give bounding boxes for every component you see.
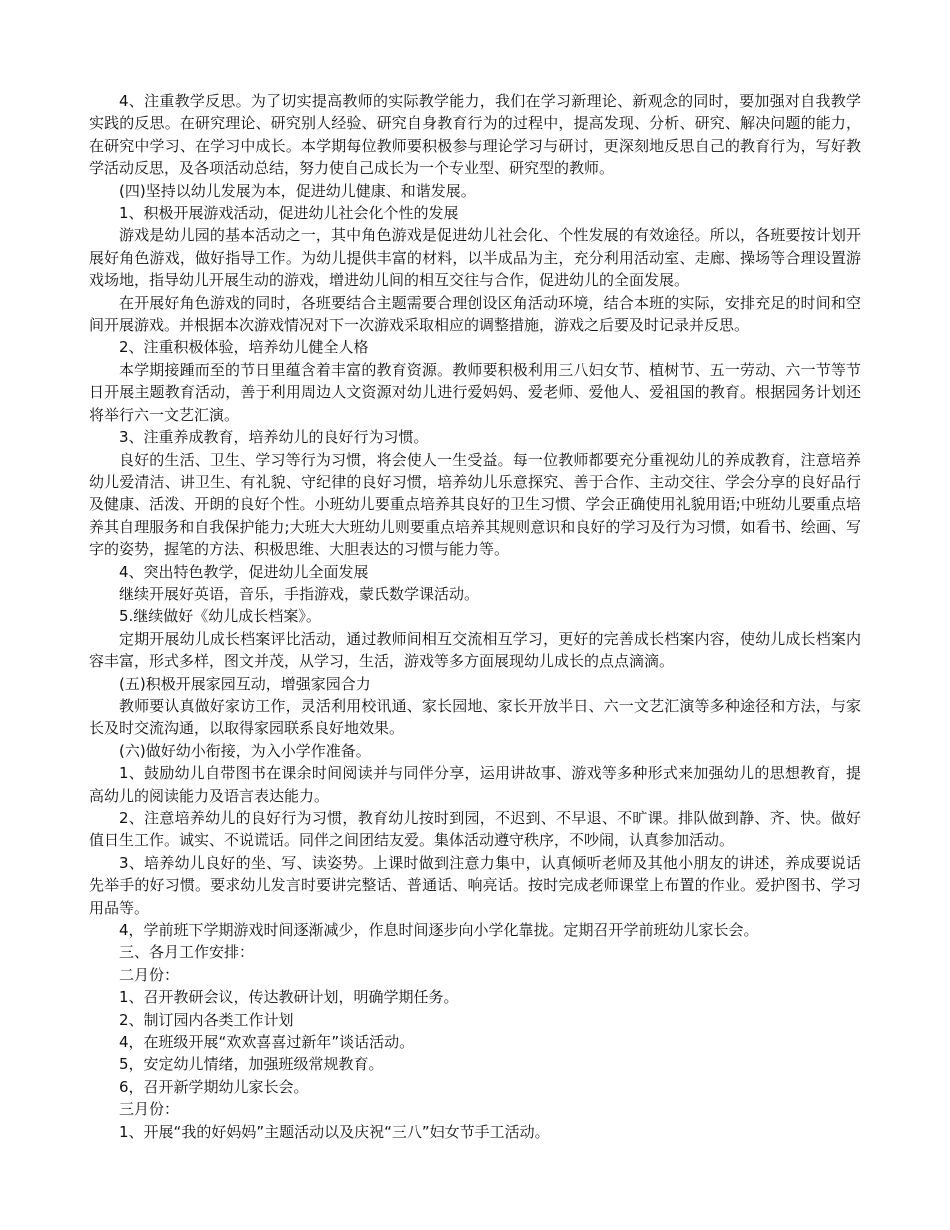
paragraph: 游戏是幼儿园的基本活动之一，其中角色游戏是促进幼儿社会化、个性发展的有效途径。所以，各班要按计划开展好角色游戏，做好指导工作。为幼儿提供丰富的材料，以半成品为主，充分利用活动室、走廊、操场等合理设置游戏场地，指导幼儿开展生动的游戏，增进幼儿间的相互交往与合作，促进幼儿的全面发展。 [89,226,861,290]
list-item: 5，安定幼儿情绪，加强班级常规教育。 [119,1055,384,1074]
paragraph: 本学期接踵而至的节日里蕴含着丰富的教育资源。教师要积极利用三八妇女节、植树节、五一劳动、六一节等节日开展主题教育活动，善于利用周边人文资源对幼儿进行爱妈妈、爱老师、爱他人、爱祖国的教育。根据园务计划还将举行六一文艺汇演。 [89,360,861,424]
list-item: 1、召开教研会议，传达教研计划，明确学期任务。 [119,988,459,1007]
paragraph: 继续开展好英语，音乐，手指游戏，蒙氏数学课活动。 [119,584,480,603]
paragraph: 在开展好角色游戏的同时，各班要结合主题需要合理创设区角活动环境，结合本班的实际，安排充足的时间和空间开展游戏。并根据本次游戏情况对下一次游戏采取相应的调整措施，游戏之后要及时记录并反思。 [89,293,861,335]
section-heading: (五)积极开展家园互动，增强家园合力 [119,674,371,693]
subheading: 1、积极开展游戏活动，促进幼儿社会化个性的发展 [119,204,459,223]
list-item: 6，召开新学期幼儿家长会。 [119,1077,309,1096]
paragraph: 1、鼓励幼儿自带图书在课余时间阅读并与同伴分享，运用讲故事、游戏等多种形式来加强幼儿的思想教育，提高幼儿的阅读能力及语言表达能力。 [89,764,861,805]
document-body [89,90,861,1143]
section-heading: 三、各月工作安排： [119,943,255,962]
list-item: 1、开展“我的好妈妈”主题活动以及庆祝“三八”妇女节手工活动。 [119,1122,550,1141]
subheading: 4、突出特色教学，促进幼儿全面发展 [119,562,369,581]
section-heading: (六)做好幼小衔接，为入小学作准备。 [119,741,371,760]
subheading: 5.继续做好《幼儿成长档案》。 [119,607,321,626]
paragraph: 3、培养幼儿良好的坐、写、读姿势。上课时做到注意力集中，认真倾听老师及其他小朋友的讲述，养成要说话先举手的好习惯。要求幼儿发言时要讲完整话、普通话、响亮话。按时完成老师课堂上布置的作业。爱护图书、学习用品等。 [89,853,861,917]
paragraph: 2、注意培养幼儿的良好行为习惯，教育幼儿按时到园，不迟到、不早退、不旷课。排队做到静、齐、快。做好值日生工作。诚实、不说谎话。同伴之间团结友爱。集体活动遵守秩序，不吵闹，认真参加活动。 [89,809,861,850]
paragraph: 定期开展幼儿成长档案评比活动，通过教师间相互交流相互学习，更好的完善成长档案内容，使幼儿成长档案内容丰富，形式多样，图文并茂，从学习，生活，游戏等多方面展现幼儿成长的点点滴滴。 [89,629,861,671]
subheading: 2、注重积极体验，培养幼儿健全人格 [119,338,369,357]
paragraph: 良好的生活、卫生、学习等行为习惯，将会使人一生受益。每一位教师都要充分重视幼儿的养成教育，注意培养幼儿爱清洁、讲卫生、有礼貌、守纪律的良好习惯，培养幼儿乐意探究、善于合作、主动交往、学会分享的良好品行及健康、活泼、开朗的良好个性。小班幼儿要重点培养其良好的卫生习惯、学会正确使用礼貌用语;中班幼儿要重点培养其自理服务和自我保护能力;大班大大班幼儿则要重点培养其规则意识和良好的学习及行为习惯，如看书、绘画、写字的姿势，握笔的方法、积极思维、大胆表达的习惯与能力等。 [89,450,861,559]
section-heading: (四)坚持以幼儿发展为本，促进幼儿健康、和谐发展。 [119,181,476,200]
paragraph: 4、注重教学反思。为了切实提高教师的实际教学能力，我们在学习新理论、新观念的同时，要加强对自我教学实践的反思。在研究理论、研究别人经验、研究自身教育行为的过程中，提高发现、分析、研究、解决问题的能力，在研究中学习、在学习中成长。本学期每位教师要积极参与理论学习与研讨，更深刻地反思自己的教育行为，写好教学活动反思，及各项活动总结，努力使自己成长为一个专业型、研究型的教师。 [89,92,861,178]
paragraph: 教师要认真做好家访工作，灵活利用校讯通、家长园地、家长开放半日、六一文艺汇演等多种途径和方法，与家长及时交流沟通，以取得家园联系良好地效果。 [89,696,861,738]
paragraph: 4，学前班下学期游戏时间逐渐减少，作息时间逐步向小学化靠拢。定期召开学前班幼儿家长会。 [119,921,759,940]
list-item: 4，在班级开展“欢欢喜喜过新年”谈话活动。 [119,1033,415,1052]
list-item: 2、制订园内各类工作计划 [119,1010,294,1029]
month-heading: 二月份： [119,965,180,984]
month-heading: 三月份： [119,1100,180,1119]
subheading: 3、注重养成教育，培养幼儿的良好行为习惯。 [119,428,429,447]
